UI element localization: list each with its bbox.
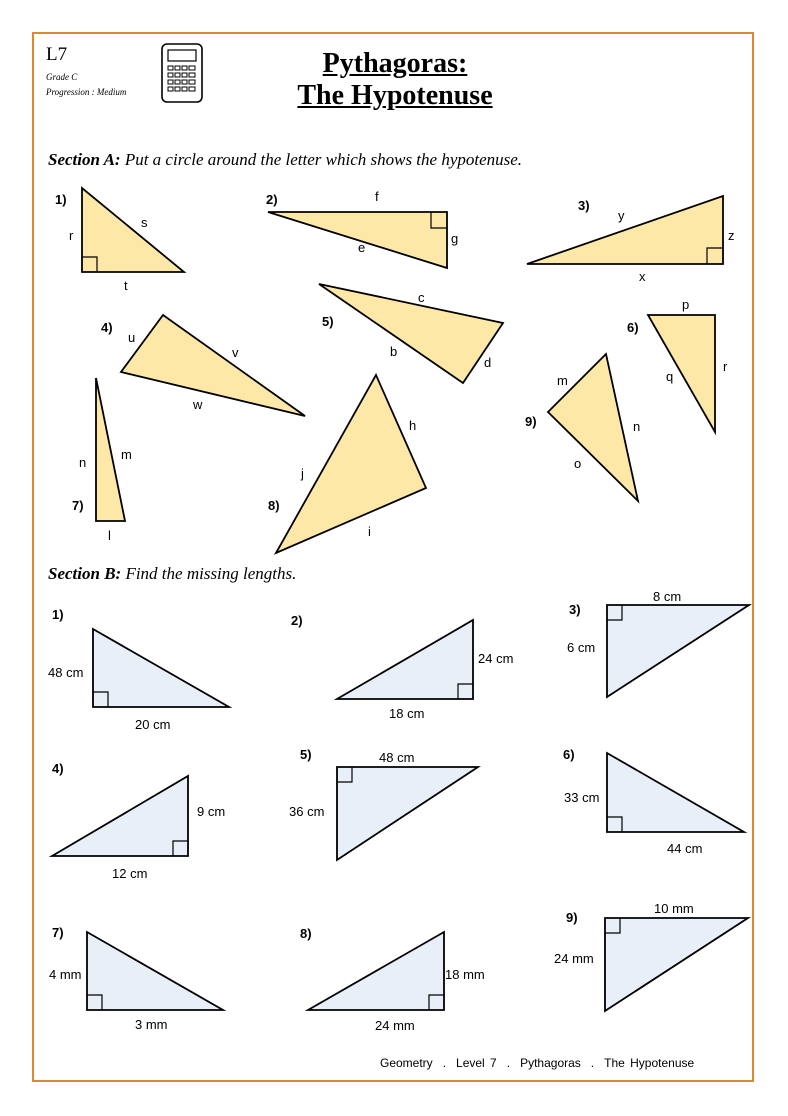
a5-triangle [319,284,503,383]
b2-triangle [337,620,473,699]
b3-triangle [607,605,749,697]
b5-label-top: 48 cm [379,750,415,765]
a2-label-e: e [358,240,366,255]
a3-label-x: x [639,269,646,284]
a4-label-w: w [193,397,203,412]
b1-label-height: 48 cm [48,665,84,680]
a8-label-i: i [368,524,371,539]
a5-label-d: d [484,355,492,370]
footer-sep-1: . [442,1056,447,1070]
b5-triangle [337,767,478,860]
a1-number: 1) [55,192,67,207]
footer-subject: Geometry [380,1056,433,1070]
b3-number: 3) [569,602,581,617]
footer-level: Level 7 [456,1056,497,1070]
a8-label-h: h [409,418,417,433]
b2-label-height: 24 cm [478,651,514,666]
b6-label-height: 33 cm [564,790,600,805]
footer-sep-2: . [506,1056,511,1070]
a3-label-z: z [728,228,735,243]
footer [380,1056,704,1070]
a3-number: 3) [578,198,590,213]
b4-triangle [52,776,188,856]
b4-label-base: 12 cm [112,866,148,881]
b6-label-base: 44 cm [667,841,703,856]
a4-triangle [121,315,305,416]
level-label: L7 [46,44,68,65]
a7-number: 7) [72,498,84,513]
section-b-instruction: Find the missing lengths. [125,564,297,583]
a2-label-f: f [375,189,379,204]
a8-triangle [276,375,426,553]
footer-subtopic: The Hypotenuse [604,1056,695,1070]
a6-triangle [648,315,715,432]
a9-label-o: o [574,456,582,471]
grade-label: Grade C [46,72,78,82]
b7-number: 7) [52,925,64,940]
a1-label-s: s [141,215,148,230]
b9-label-side: 24 mm [554,951,594,966]
section-b-label: Section B: [48,564,122,583]
footer-sep-3: . [590,1056,595,1070]
a5-label-b: b [390,344,398,359]
a3-triangle [527,196,723,264]
a3-label-y: y [618,208,625,223]
b5-number: 5) [300,747,312,762]
b1-triangle [93,629,229,707]
b7-label-height: 4 mm [49,967,82,982]
b2-label-base: 18 cm [389,706,425,721]
b3-label-side: 6 cm [567,640,596,655]
a2-label-g: g [451,231,459,246]
b8-triangle [308,932,444,1010]
progression-label: Progression : Medium [46,87,127,97]
a2-number: 2) [266,192,278,207]
b7-label-base: 3 mm [135,1017,168,1032]
b9-number: 9) [566,910,578,925]
a1-label-r: r [69,228,74,243]
b5-label-side: 36 cm [289,804,325,819]
a9-label-n: n [633,419,641,434]
title-line-2: The Hypotenuse [297,80,493,111]
a7-label-n: n [79,455,87,470]
b8-number: 8) [300,926,312,941]
section-a-label: Section A: [48,150,121,169]
title-line-1: Pythagoras: [322,48,468,79]
a1-label-t: t [124,278,128,293]
b1-number: 1) [52,607,64,622]
a8-label-j: j [301,466,304,481]
section-a-instruction: Put a circle around the letter which shows the hypotenuse. [124,150,523,169]
a6-label-p: p [682,297,690,312]
footer-topic: Pythagoras [520,1056,581,1070]
a4-number: 4) [101,320,113,335]
b9-triangle [605,918,748,1011]
b6-triangle [607,753,744,832]
a7-label-m: m [121,447,132,462]
b6-number: 6) [563,747,575,762]
b3-label-top: 8 cm [653,589,682,604]
b4-number: 4) [52,761,64,776]
a4-label-v: v [232,345,239,360]
b2-number: 2) [291,613,303,628]
b4-label-height: 9 cm [197,804,226,819]
b1-label-base: 20 cm [135,717,171,732]
a4-label-u: u [128,330,136,345]
a5-label-c: c [418,290,425,305]
a6-number: 6) [627,320,639,335]
b8-label-base: 24 mm [375,1018,415,1033]
a5-number: 5) [322,314,334,329]
a9-number: 9) [525,414,537,429]
a6-label-r: r [723,359,728,374]
a7-label-l: l [108,528,111,543]
a8-number: 8) [268,498,280,513]
a9-label-m: m [557,373,568,388]
a6-label-q: q [666,369,674,384]
b7-triangle [87,932,223,1010]
b9-label-top: 10 mm [654,901,694,916]
b8-label-height: 18 mm [445,967,485,982]
